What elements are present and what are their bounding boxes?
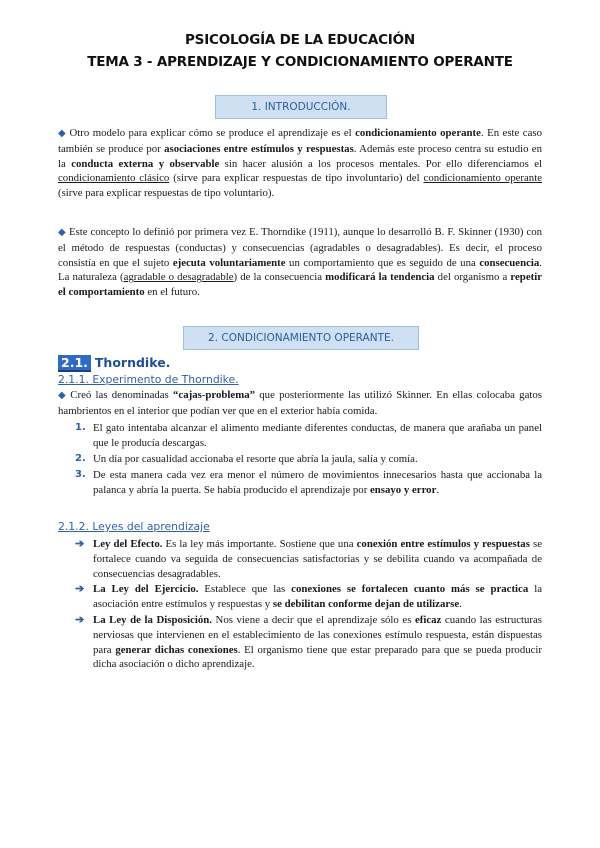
diamond-bullet-icon: ◆: [58, 390, 68, 401]
list-item-ley-ejercicio: ➔ La Ley del Ejercicio. Establece que las conexiones se fortalecen cuanto más se practica la asociación entre estímulos y respuestas y se debilitan conforme dejan de utilizarse.: [75, 583, 542, 611]
arrow-right-icon: ➔: [75, 583, 85, 596]
heading-experimento: 2.1.1. Experimento de Thorndike.: [58, 373, 239, 386]
document-subtitle: TEMA 3 - APRENDIZAJE Y CONDICIONAMIENTO OPERANTE: [87, 54, 513, 70]
list-item: 2. Un día por casualidad accionaba el resorte que abría la jaula, salía y comía.: [75, 453, 418, 466]
diamond-bullet-icon: ◆: [58, 227, 66, 238]
section-heading-condicionamiento: 2. CONDICIONAMIENTO OPERANTE.: [183, 326, 419, 350]
experiment-paragraph: ◆ Creó las denominadas “cajas-problema” que posteriormente las utilizó Skinner. En ellas colocaba gatos hambrientos en el interior que podían ver que en el exterior había comida.: [58, 389, 542, 417]
list-item: 1. El gato intentaba alcanzar el alimento mediante diferentes conductas, de manera que arañaba un panel que le producía descargas.: [75, 422, 542, 449]
laws-list: [58, 537, 542, 673]
diamond-bullet-icon: ◆: [58, 128, 67, 139]
arrow-right-icon: ➔: [75, 538, 85, 550]
subsection-number: 2.1.: [58, 355, 91, 372]
list-item: 3. De esta manera cada vez era menor el número de movimientos innecesarios hasta que accionaba la palanca y abría la puerta. Se había producido el aprendizaje por ensayo y error.: [75, 469, 542, 497]
intro-paragraph-1: ◆ Otro modelo para explicar cómo se produce el aprendizaje es el condicionamiento operante. En este caso también se produce por asociaciones entre estímulos y respuestas. Además este proceso centra su estudio en la conducta externa y observable sin hacer alusión a los procesos mentales. Por ello diferenciamos el condicionamiento clásico (sirve para explicar respuestas de tipo involuntario) del condicionamiento operante (sirve para explicar respuestas de tipo voluntario).: [58, 127, 543, 200]
document-title: PSICOLOGÍA DE LA EDUCACIÓN: [184, 32, 415, 48]
heading-leyes: 2.1.2. Leyes del aprendizaje: [58, 520, 210, 533]
experiment-steps-list: [58, 421, 542, 499]
subsection-heading-thorndike: 2.1. Thorndike.: [58, 354, 170, 372]
arrow-right-icon: ➔: [75, 613, 85, 626]
section-heading-introduccion: 1. INTRODUCCIÓN.: [215, 95, 387, 119]
list-item-ley-disposicion: ➔ La Ley de la Disposición. Nos viene a decir que el aprendizaje sólo es eficaz cuando las estructuras nerviosas que intervienen en el establecimiento de las conexiones estímulo respuesta, están dispuestas para generar dichas conexiones. El organismo tiene que estar preparado para que se pueda producir dicha asociación o dicho aprendizaje.: [75, 613, 543, 671]
intro-paragraph-2: ◆ Este concepto lo definió por primera vez E. Thorndike (1911), aunque lo desarrolló B. F. Skinner (1930) con el método de respuestas (conductas) y consecuencias (agradables o desagradables). Es decir, el proceso consistía en que el sujeto ejecuta voluntariamente un comportamiento que es seguido de una consecuencia. La naturaleza (agradable o desagradable) de la consecuencia modificará la tendencia del organismo a repetir el comportamiento en el futuro.: [58, 226, 542, 299]
list-item-ley-efecto: ➔ Ley del Efecto. Es la ley más importante. Sostiene que una conexión entre estímulos y respuestas se fortalece cuando va seguida de consecuencias satisfactorias y se debilita cuando va acompañada de consecuencias desagradables.: [75, 538, 543, 580]
